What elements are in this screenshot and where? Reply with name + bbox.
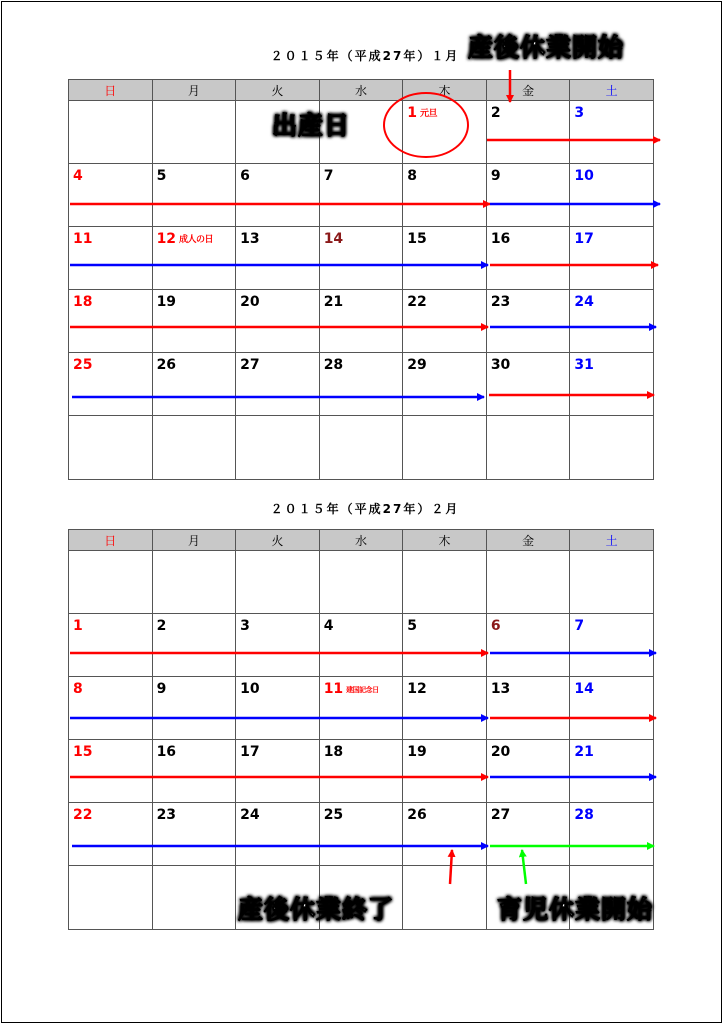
day-cell (152, 866, 236, 930)
day-number: 7 (323, 168, 334, 184)
day-number: 21 (574, 744, 594, 760)
day-cell (319, 353, 403, 416)
weekday-tue: 火 (236, 530, 320, 551)
day-cell (152, 101, 236, 164)
day-number: 6 (490, 618, 501, 634)
day-cell (69, 677, 153, 740)
day-cell (236, 677, 320, 740)
day-cell (152, 416, 236, 480)
day-cell (152, 164, 236, 227)
week-row (69, 353, 654, 416)
day-cell (486, 101, 570, 164)
day-cell (570, 353, 654, 416)
day-number: 9 (490, 168, 501, 184)
day-number: 13 (240, 231, 260, 247)
day-cell (570, 290, 654, 353)
day-number: 28 (323, 357, 344, 373)
day-cell (486, 614, 570, 677)
weekday-mon: 月 (152, 530, 236, 551)
day-cell (69, 164, 153, 227)
week-row (69, 416, 654, 480)
day-number: 26 (156, 357, 177, 373)
day-cell (319, 164, 403, 227)
holiday-label: 元旦 (420, 109, 438, 119)
day-cell (403, 740, 487, 803)
day-cell (570, 416, 654, 480)
weekday-header (69, 80, 654, 101)
day-cell (236, 740, 320, 803)
day-cell (486, 290, 570, 353)
day-cell (403, 677, 487, 740)
day-cell (236, 353, 320, 416)
day-number: 24 (240, 807, 260, 823)
day-number: 5 (407, 618, 417, 634)
weekday-fri: 金 (486, 80, 570, 101)
day-cell (319, 227, 403, 290)
day-cell (486, 803, 570, 866)
day-number: 14 (323, 231, 344, 247)
week-row (69, 101, 654, 164)
day-number: 18 (323, 744, 344, 760)
day-cell (152, 227, 236, 290)
birth-day-label: 出産日 (272, 111, 351, 140)
weekday-tue: 火 (236, 80, 320, 101)
day-cell (69, 416, 153, 480)
day-cell (570, 164, 654, 227)
day-cell (486, 353, 570, 416)
day-cell (69, 227, 153, 290)
day-number: 10 (574, 168, 594, 184)
weekday-sun: 日 (69, 80, 153, 101)
day-number: 30 (490, 357, 511, 373)
day-number: 8 (73, 681, 83, 697)
day-cell (319, 290, 403, 353)
day-number: 4 (73, 168, 83, 184)
day-cell (570, 551, 654, 614)
day-number: 14 (574, 681, 594, 697)
day-cell (570, 677, 654, 740)
weekday-sat: 土 (570, 530, 654, 551)
childcare-leave-start-label: 育児休業開始 (497, 895, 654, 924)
day-cell (570, 101, 654, 164)
day-cell (152, 677, 236, 740)
day-number: 19 (407, 744, 427, 760)
day-number: 25 (323, 807, 344, 823)
day-cell (69, 551, 153, 614)
week-row (69, 164, 654, 227)
day-cell (570, 803, 654, 866)
postpartum-leave-end-label: 産後休業終了 (238, 895, 395, 924)
day-cell (236, 227, 320, 290)
day-cell (236, 803, 320, 866)
week-row (69, 290, 654, 353)
day-cell (69, 803, 153, 866)
february-title: ２０１５年（平成27年）２月 (270, 502, 460, 516)
day-number: 25 (73, 357, 93, 373)
day-cell (152, 290, 236, 353)
day-cell (152, 803, 236, 866)
day-cell (69, 866, 153, 930)
day-number: 15 (73, 744, 93, 760)
day-cell (69, 101, 153, 164)
day-cell (236, 416, 320, 480)
day-cell (403, 614, 487, 677)
day-number: 8 (407, 168, 417, 184)
day-cell (236, 614, 320, 677)
day-cell (486, 227, 570, 290)
day-number: 3 (240, 618, 250, 634)
day-number: 3 (574, 105, 585, 121)
day-cell (236, 290, 320, 353)
day-number: 11 建国記念日 (323, 681, 379, 697)
day-number: 13 (490, 681, 511, 697)
day-cell (152, 353, 236, 416)
week-row (69, 614, 654, 677)
day-cell (236, 551, 320, 614)
day-cell (403, 803, 487, 866)
day-number: 9 (156, 681, 167, 697)
day-cell (236, 164, 320, 227)
february-calendar (68, 529, 654, 930)
day-cell (319, 614, 403, 677)
day-number: 26 (407, 807, 427, 823)
day-number: 17 (240, 744, 260, 760)
day-cell (486, 677, 570, 740)
day-number: 19 (156, 294, 177, 310)
day-number: 16 (490, 231, 511, 247)
holiday-label: 建国記念日 (346, 686, 379, 694)
day-cell (486, 551, 570, 614)
postpartum-leave-start-label: 産後休業開始 (468, 33, 625, 62)
day-number: 17 (574, 231, 594, 247)
day-number: 21 (323, 294, 344, 310)
day-cell (403, 551, 487, 614)
day-cell (69, 740, 153, 803)
day-number: 16 (156, 744, 177, 760)
day-number: 23 (490, 294, 511, 310)
week-row (69, 803, 654, 866)
weekday-mon: 月 (152, 80, 236, 101)
day-number: 29 (407, 357, 427, 373)
day-cell (69, 290, 153, 353)
weekday-header (69, 530, 654, 551)
day-cell (486, 740, 570, 803)
day-cell (486, 416, 570, 480)
weekday-sat: 土 (570, 80, 654, 101)
week-row (69, 740, 654, 803)
january-calendar (68, 79, 654, 480)
day-cell (486, 164, 570, 227)
day-number: 27 (490, 807, 511, 823)
day-number: 28 (574, 807, 594, 823)
day-cell (152, 740, 236, 803)
day-number: 22 (73, 807, 93, 823)
day-number: 10 (240, 681, 260, 697)
day-number: 15 (407, 231, 427, 247)
day-cell (152, 551, 236, 614)
weekday-thu: 木 (403, 80, 487, 101)
day-number: 24 (574, 294, 594, 310)
week-row (69, 677, 654, 740)
weekday-wed: 水 (319, 80, 403, 101)
day-cell (403, 353, 487, 416)
day-cell (319, 677, 403, 740)
day-cell (69, 614, 153, 677)
day-number: 4 (323, 618, 334, 634)
day-number: 7 (574, 618, 585, 634)
day-cell (403, 290, 487, 353)
day-cell (403, 101, 487, 164)
day-number: 20 (240, 294, 260, 310)
day-cell (403, 227, 487, 290)
day-cell (69, 353, 153, 416)
day-number: 2 (490, 105, 501, 121)
day-number: 23 (156, 807, 177, 823)
january-title: ２０１５年（平成27年）１月 (270, 49, 460, 63)
day-number: 18 (73, 294, 93, 310)
day-cell (319, 740, 403, 803)
day-cell (570, 614, 654, 677)
day-number: 6 (240, 168, 250, 184)
weekday-sun: 日 (69, 530, 153, 551)
day-number: 27 (240, 357, 260, 373)
day-cell (319, 803, 403, 866)
day-cell (403, 866, 487, 930)
day-cell (403, 164, 487, 227)
day-number: 12 (407, 681, 427, 697)
day-cell (319, 551, 403, 614)
weekday-fri: 金 (486, 530, 570, 551)
day-number: 20 (490, 744, 511, 760)
weekday-wed: 水 (319, 530, 403, 551)
day-number: 12 成人の日 (156, 231, 214, 247)
day-cell (319, 416, 403, 480)
day-number: 5 (156, 168, 167, 184)
day-number: 22 (407, 294, 427, 310)
day-cell (403, 416, 487, 480)
day-number: 2 (156, 618, 167, 634)
day-number: 31 (574, 357, 594, 373)
day-number: 11 (73, 231, 93, 247)
day-cell (570, 740, 654, 803)
day-number: 1 元旦 (407, 105, 438, 121)
holiday-label: 成人の日 (179, 235, 214, 245)
day-cell (152, 614, 236, 677)
day-cell (570, 227, 654, 290)
week-row (69, 227, 654, 290)
day-number: 1 (73, 618, 83, 634)
weekday-thu: 木 (403, 530, 487, 551)
week-row (69, 551, 654, 614)
